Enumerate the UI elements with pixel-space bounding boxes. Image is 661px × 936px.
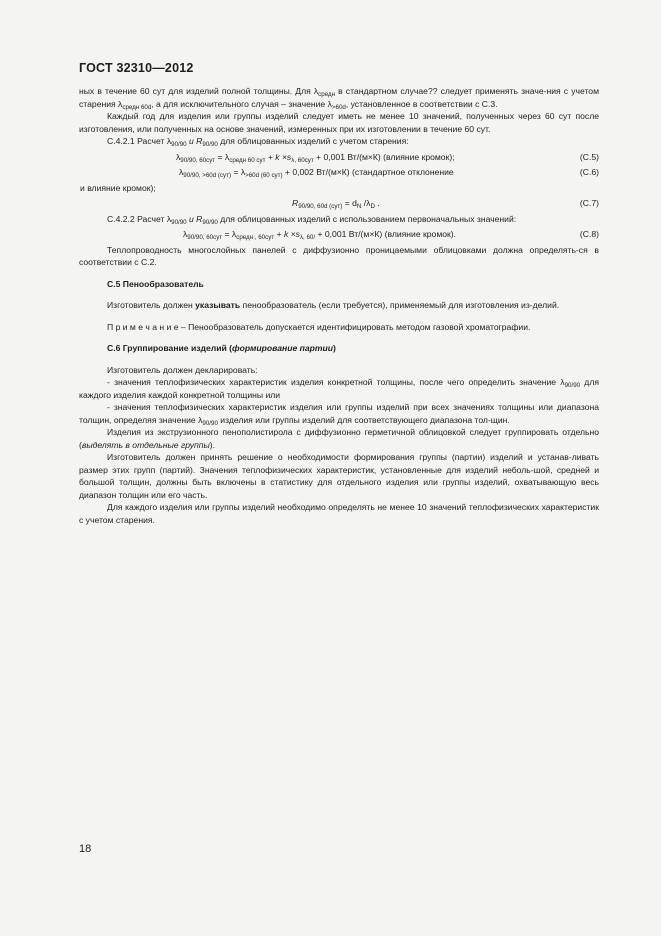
equation-c6 — [79, 166, 599, 179]
equation-c7-formula: $R_{90/90, 60d (сут)} = d_N$ $/\lambda_D$ . — [292, 198, 380, 210]
equation-c5 — [79, 151, 599, 164]
equation-c6-formula: $\lambda_{90/90, >60d (сут)} = \lambda_{>60d (60 сут)} + 0,002$ Вт/(м×К) (стандартное отклонение — [179, 167, 454, 179]
equation-c5-number: (С.5) — [579, 151, 599, 162]
note-label: П р и м е ч а н и е — [107, 321, 179, 332]
paragraph-yearly-values: Каждый год для изделия или группы изделий следует иметь не менее 10 значений, полученных через 60 сут после изготовления, или полученных на основе значений, измеренных при их изготовлении в течение 60 сут. — [79, 111, 599, 134]
paragraph-foaming-agent: Изготовитель должен указывать пенообразователь (если требуется), применяемый для изготовления из-делий. — [107, 300, 560, 310]
equation-c5-formula: $\lambda_{90/90, 60сут} = \lambda_{средн 60 сут} + k \times s_{\lambda, 60сут} + 0,001$ Вт/(м×К) (влияние кромок); — [176, 151, 455, 164]
equation-c6-continuation: и влияние кромок); — [80, 182, 156, 193]
paragraph-aging-values: ных в течение 60 сут для изделий полной толщины. Для $\lambda_{средн}$ в стандартном случае?? следует применять значе-ния с учетом старения $\lambda_{средн 60d}$, а для исключительного случая – значение $\lambda_{>60d}$, установленное в соответствии с С.3. — [79, 86, 599, 111]
paragraph-declare: Изготовитель должен декларировать: — [107, 364, 258, 375]
equation-c7 — [79, 197, 599, 210]
paragraph-extruded-polystyrene: Изделия из экструзионного пенополистирола с диффузионно герметичной облицовкой следует группировать отдельно (выделять в отдельные группы). — [79, 427, 599, 450]
equation-c8 — [79, 228, 599, 241]
list-item-specific-thickness: - значения теплофизических характеристик изделия конкретной толщины, после чего определить значение $\lambda_{90/90}$ для каждого изделия каждой конкретной толщины или — [79, 377, 599, 400]
note: П р и м е ч а н и е – Пенообразователь допускается идентифицировать методом газовой хроматографии. — [107, 321, 531, 332]
list-item-thickness-range: - значения теплофизических характеристик изделия или группы изделий при всех значениях толщины или диапазона толщин, определяя значение $\lambda_{90/90}$ изделия или группы изделий для соответствующего диапазона тол-щин. — [79, 402, 599, 427]
section-c6-title: С.6 Группирование изделий (формирование партии) — [107, 343, 336, 353]
page-header: ГОСТ 32310—2012 — [79, 61, 194, 75]
page-number: 18 — [79, 843, 92, 855]
paragraph-grouping-decision: Изготовитель должен принять решение о необходимости формирования группы (партии) изделий и устанав-ливать размер этих групп (партий). Значения теплофизических характеристик, установленные для изделий неболь-шой, средней и большой толщин, должны быть включены в статистику для отдельного изделия или группы изделий, охватывающую весь диапазон толщин или его часть. — [79, 452, 599, 500]
equation-c7-number: (С.7) — [579, 198, 599, 208]
equation-c6-number: (С.6) — [579, 167, 599, 177]
page-content — [79, 85, 599, 526]
clause-c421: С.4.2.1 Расчет $\lambda_{90/90}$ и $R_{90/90}$ для облицованных изделий с учетом старения: — [107, 136, 409, 148]
section-c5-title: С.5 Пенообразователь — [107, 278, 204, 289]
equation-c8-number: (С.8) — [579, 229, 599, 239]
equation-c8-formula: $\lambda_{90/90, 60сут} = \lambda_{средн , 60сут} + k \times s_{\lambda, 60/} + 0,001$ Вт/(м×К) (влияние кромок). — [183, 229, 457, 241]
clause-c422: С.4.2.2 Расчет $\lambda_{90/90}$ и $R_{90/90}$ для облицованных изделий с использованием первоначальных значений: — [107, 213, 517, 226]
paragraph-min-values: Для каждого изделия или группы изделий необходимо определять не менее 10 значений теплофизических характеристик с учетом старения. — [79, 502, 599, 525]
paragraph-multilayer-panels: Теплопроводность многослойных панелей с диффузионно проницаемыми облицовками должна определять-ся в соответствии с С.2. — [79, 244, 599, 267]
